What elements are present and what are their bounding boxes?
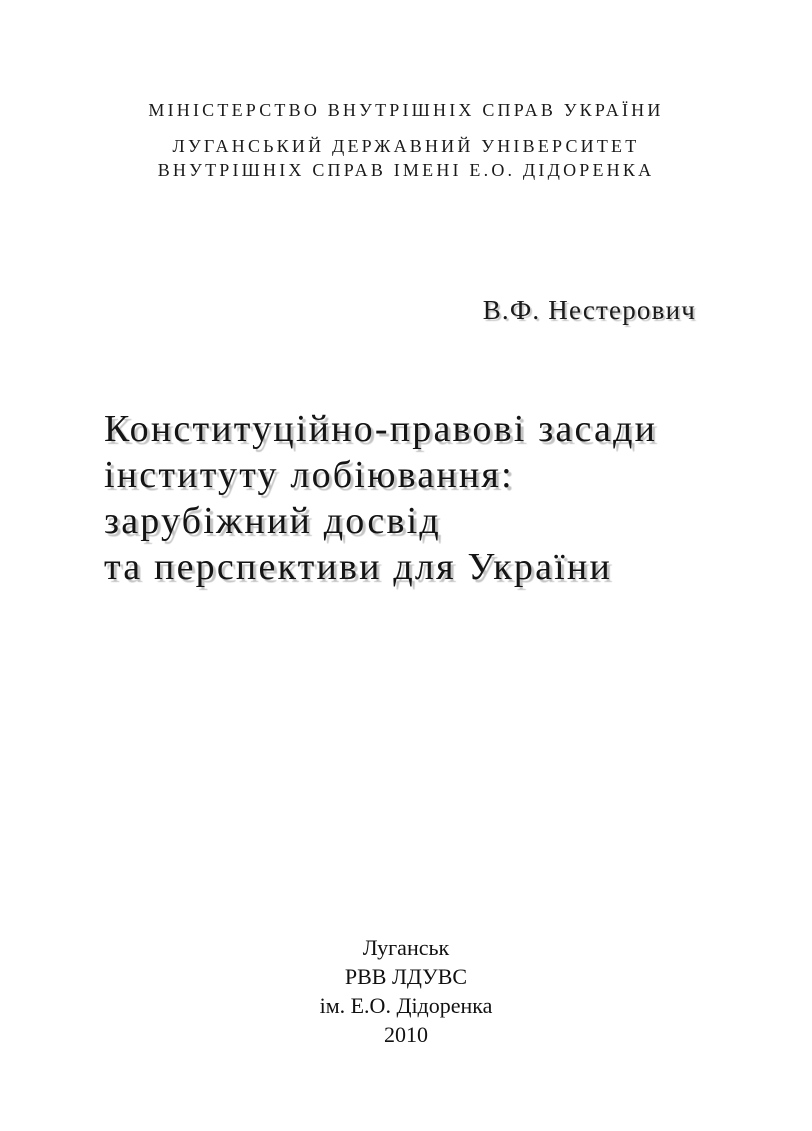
university-heading-line-1: ЛУГАНСЬКИЙ ДЕРЖАВНИЙ УНІВЕРСИТЕТ — [172, 136, 640, 156]
book-title — [104, 406, 744, 590]
imprint-block — [0, 933, 812, 1049]
title-line-4: та перспективи для України — [104, 546, 612, 588]
title-line-2: інституту лобіювання: — [104, 454, 514, 496]
university-heading-line-2: ВНУТРІШНІХ СПРАВ ІМЕНІ Е.О. ДІДОРЕНКА — [157, 160, 655, 180]
imprint-city: Луганськ — [362, 935, 450, 960]
title-line-1: Конституційно-правові засади — [104, 408, 658, 450]
ministry-heading: МІНІСТЕРСТВО ВНУТРІШНІХ СПРАВ УКРАЇНИ — [148, 100, 664, 120]
imprint-year: 2010 — [384, 1022, 428, 1047]
title-line-3: зарубіжний досвід — [104, 500, 441, 542]
imprint-publisher: РВВ ЛДУВС — [344, 964, 468, 989]
author-name: В.Ф. Нестерович — [482, 295, 696, 325]
imprint-publisher-name: ім. Е.О. Дідоренка — [319, 993, 493, 1018]
